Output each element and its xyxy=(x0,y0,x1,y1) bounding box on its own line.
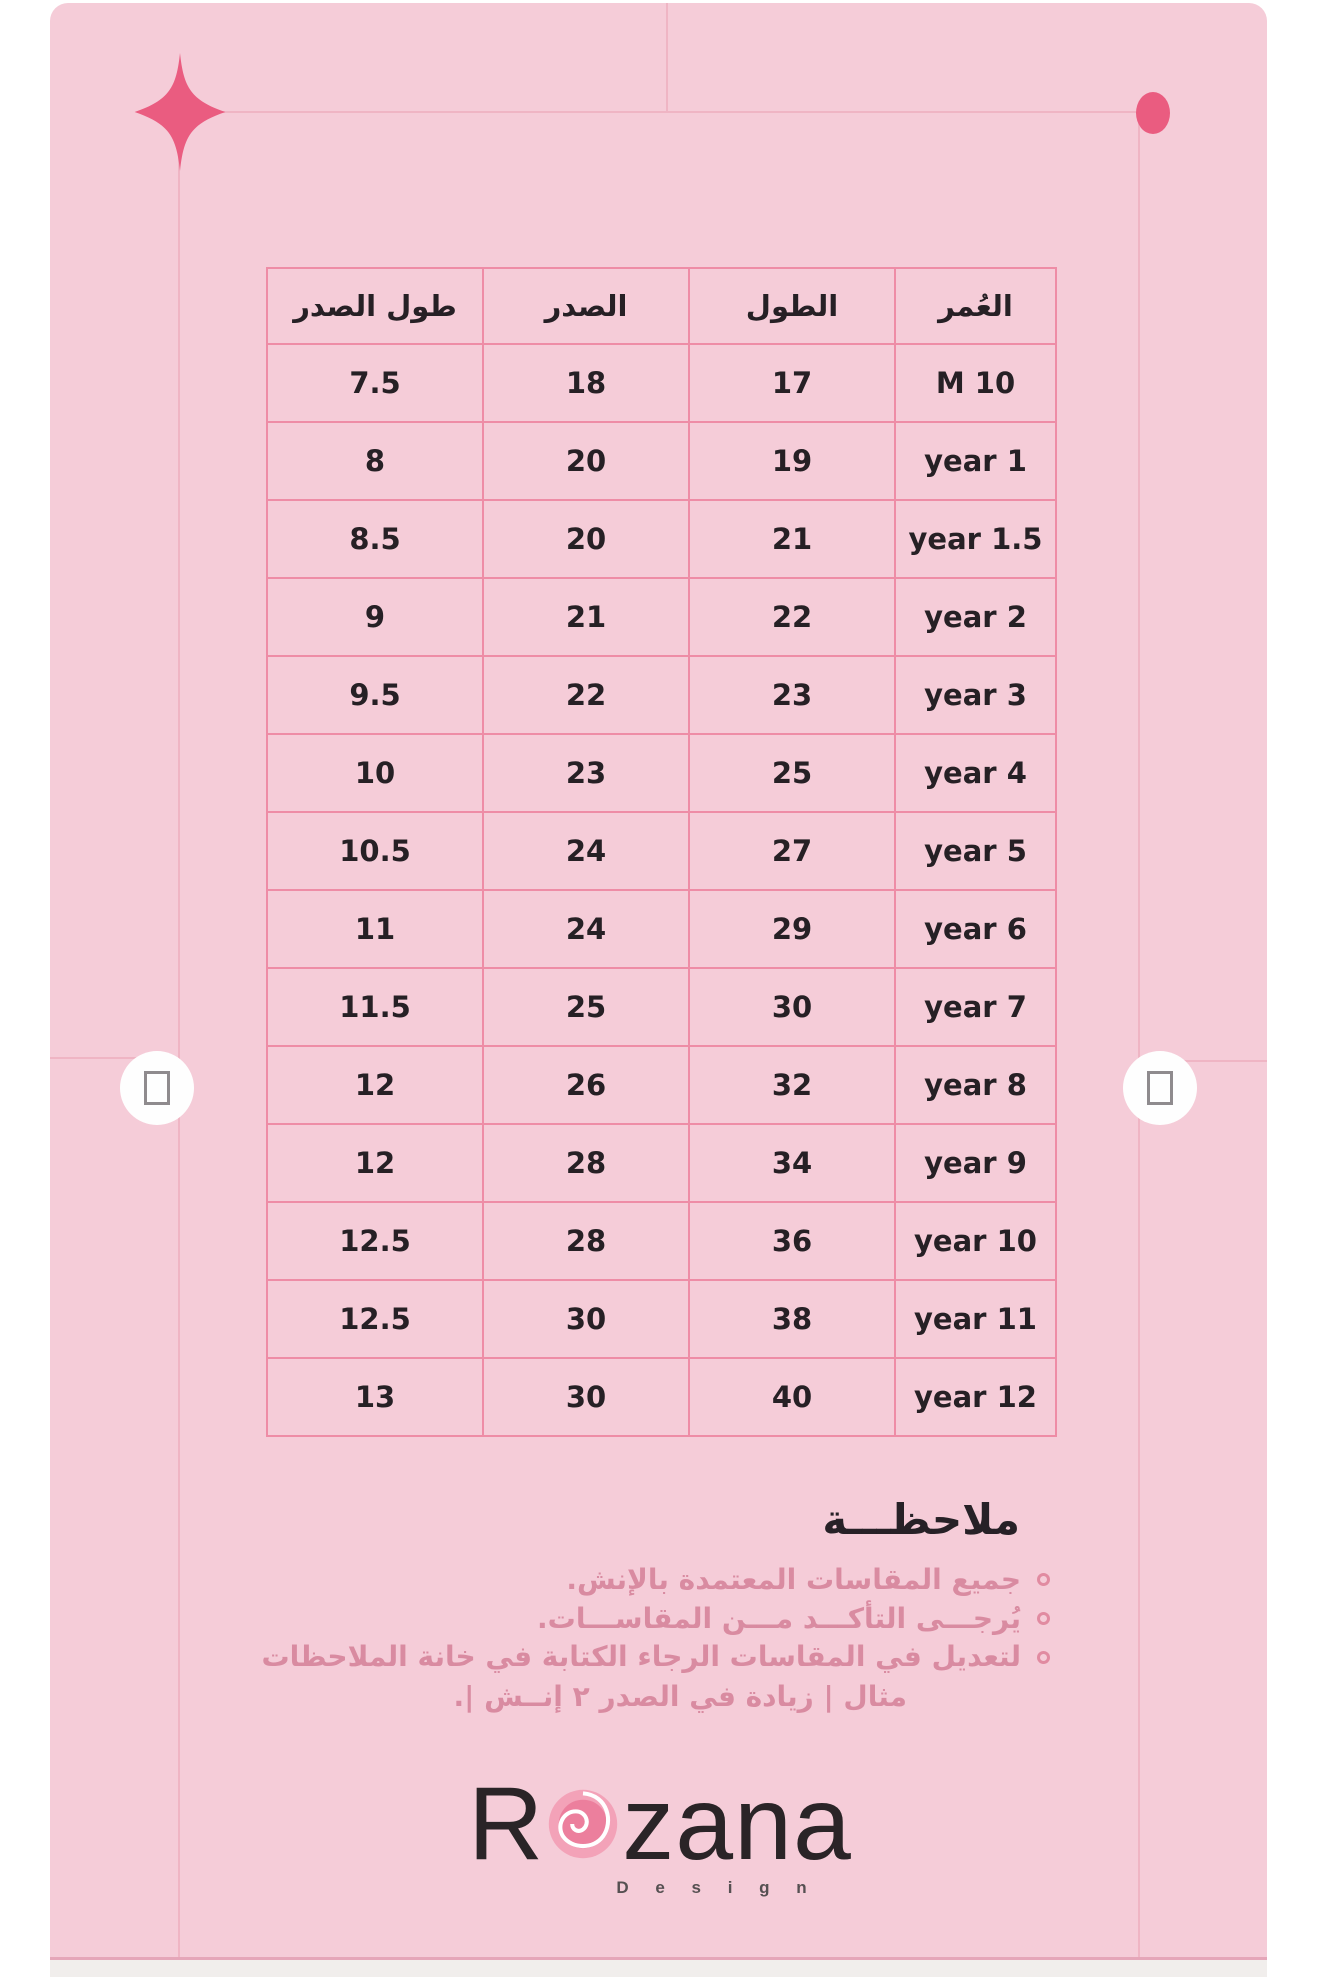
chest-cell: 28 xyxy=(483,1202,689,1280)
note-text: لتعديل في المقاسات الرجاء الكتابة في خانة الملاحظات xyxy=(261,1640,1021,1674)
chest-length-cell: 9.5 xyxy=(267,656,483,734)
chest-cell: 24 xyxy=(483,812,689,890)
size-table xyxy=(266,267,1057,1437)
length-cell: 38 xyxy=(689,1280,895,1358)
decor-line-right-vertical xyxy=(1138,112,1140,1960)
frame-marker-left xyxy=(120,1051,194,1125)
chest-length-cell: 8 xyxy=(267,422,483,500)
bullet-ring-icon xyxy=(1037,1573,1050,1586)
table-row xyxy=(267,422,1056,500)
length-cell: 17 xyxy=(689,344,895,422)
length-cell: 32 xyxy=(689,1046,895,1124)
chest-cell: 21 xyxy=(483,578,689,656)
table-row xyxy=(267,578,1056,656)
table-row xyxy=(267,812,1056,890)
size-table-container xyxy=(266,267,1057,1437)
chest-cell: 23 xyxy=(483,734,689,812)
length-cell: 27 xyxy=(689,812,895,890)
notes-title: ملاحظـــة xyxy=(822,1495,1020,1544)
placeholder-square-icon xyxy=(1147,1071,1173,1105)
length-cell: 22 xyxy=(689,578,895,656)
age-cell: 4 year xyxy=(895,734,1056,812)
note-item xyxy=(261,1563,1050,1597)
chest-cell: 20 xyxy=(483,500,689,578)
bullet-ring-icon xyxy=(1037,1612,1050,1625)
column-header-length: الطول xyxy=(689,268,895,344)
age-cell: 10 year xyxy=(895,1202,1056,1280)
table-row xyxy=(267,500,1056,578)
chest-length-cell: 11 xyxy=(267,890,483,968)
decor-line-top-center xyxy=(666,3,668,113)
age-cell: 6 year xyxy=(895,890,1056,968)
chest-length-cell: 9 xyxy=(267,578,483,656)
length-cell: 25 xyxy=(689,734,895,812)
table-header-row xyxy=(267,268,1056,344)
logo-text-end: zana xyxy=(622,1766,852,1882)
length-cell: 23 xyxy=(689,656,895,734)
decor-line-left-vertical xyxy=(178,112,180,1960)
chest-length-cell: 12.5 xyxy=(267,1202,483,1280)
chest-length-cell: 12 xyxy=(267,1124,483,1202)
bottom-strip xyxy=(50,1960,1267,1977)
age-cell: 5 year xyxy=(895,812,1056,890)
table-row xyxy=(267,1202,1056,1280)
table-row xyxy=(267,890,1056,968)
logo-wordmark xyxy=(0,1766,1320,1882)
note-text: جميع المقاسات المعتمدة بالإنش. xyxy=(566,1563,1021,1597)
notes-section xyxy=(261,1497,1050,1713)
age-cell: 10 M xyxy=(895,344,1056,422)
chest-cell: 30 xyxy=(483,1358,689,1436)
table-row xyxy=(267,1358,1056,1436)
column-header-chest: الصدر xyxy=(483,268,689,344)
age-cell: 1 year xyxy=(895,422,1056,500)
chest-length-cell: 11.5 xyxy=(267,968,483,1046)
chest-cell: 30 xyxy=(483,1280,689,1358)
dot-icon xyxy=(1136,92,1170,134)
length-cell: 30 xyxy=(689,968,895,1046)
decor-line-top-horizontal xyxy=(180,111,1152,113)
brand-logo xyxy=(0,1766,1320,1898)
chest-cell: 20 xyxy=(483,422,689,500)
length-cell: 21 xyxy=(689,500,895,578)
column-header-age: العُمر xyxy=(895,268,1056,344)
note-item xyxy=(261,1602,1050,1636)
age-cell: 12 year xyxy=(895,1358,1056,1436)
table-row xyxy=(267,656,1056,734)
table-row xyxy=(267,1124,1056,1202)
chest-cell: 24 xyxy=(483,890,689,968)
bullet-ring-icon xyxy=(1037,1651,1050,1664)
age-cell: 2 year xyxy=(895,578,1056,656)
table-row xyxy=(267,1046,1056,1124)
chest-cell: 25 xyxy=(483,968,689,1046)
chest-cell: 28 xyxy=(483,1124,689,1202)
placeholder-square-icon xyxy=(144,1071,170,1105)
table-row xyxy=(267,344,1056,422)
age-cell: 3 year xyxy=(895,656,1056,734)
length-cell: 36 xyxy=(689,1202,895,1280)
age-cell: 1.5 year xyxy=(895,500,1056,578)
table-row xyxy=(267,734,1056,812)
age-cell: 9 year xyxy=(895,1124,1056,1202)
sparkle-icon xyxy=(134,53,226,171)
table-row xyxy=(267,968,1056,1046)
chest-length-cell: 7.5 xyxy=(267,344,483,422)
note-item xyxy=(261,1640,1050,1674)
chest-length-cell: 10 xyxy=(267,734,483,812)
logo-subtitle: D e s i g n xyxy=(616,1878,818,1897)
chest-length-cell: 12.5 xyxy=(267,1280,483,1358)
chest-cell: 26 xyxy=(483,1046,689,1124)
chest-length-cell: 12 xyxy=(267,1046,483,1124)
note-text: يُرجـــى التأكـــد مـــن المقاســـات. xyxy=(537,1601,1021,1635)
length-cell: 19 xyxy=(689,422,895,500)
age-cell: 7 year xyxy=(895,968,1056,1046)
rose-icon xyxy=(547,1788,619,1860)
length-cell: 29 xyxy=(689,890,895,968)
chest-cell: 22 xyxy=(483,656,689,734)
note-example: مثال | زيادة في الصدر ٢ إنــش |. xyxy=(453,1679,907,1713)
length-cell: 40 xyxy=(689,1358,895,1436)
chest-length-cell: 10.5 xyxy=(267,812,483,890)
length-cell: 34 xyxy=(689,1124,895,1202)
logo-text-start: R xyxy=(468,1766,545,1882)
table-row xyxy=(267,1280,1056,1358)
frame-marker-right xyxy=(1123,1051,1197,1125)
chest-length-cell: 13 xyxy=(267,1358,483,1436)
chest-cell: 18 xyxy=(483,344,689,422)
age-cell: 11 year xyxy=(895,1280,1056,1358)
chest-length-cell: 8.5 xyxy=(267,500,483,578)
column-header-chest-length: طول الصدر xyxy=(267,268,483,344)
age-cell: 8 year xyxy=(895,1046,1056,1124)
